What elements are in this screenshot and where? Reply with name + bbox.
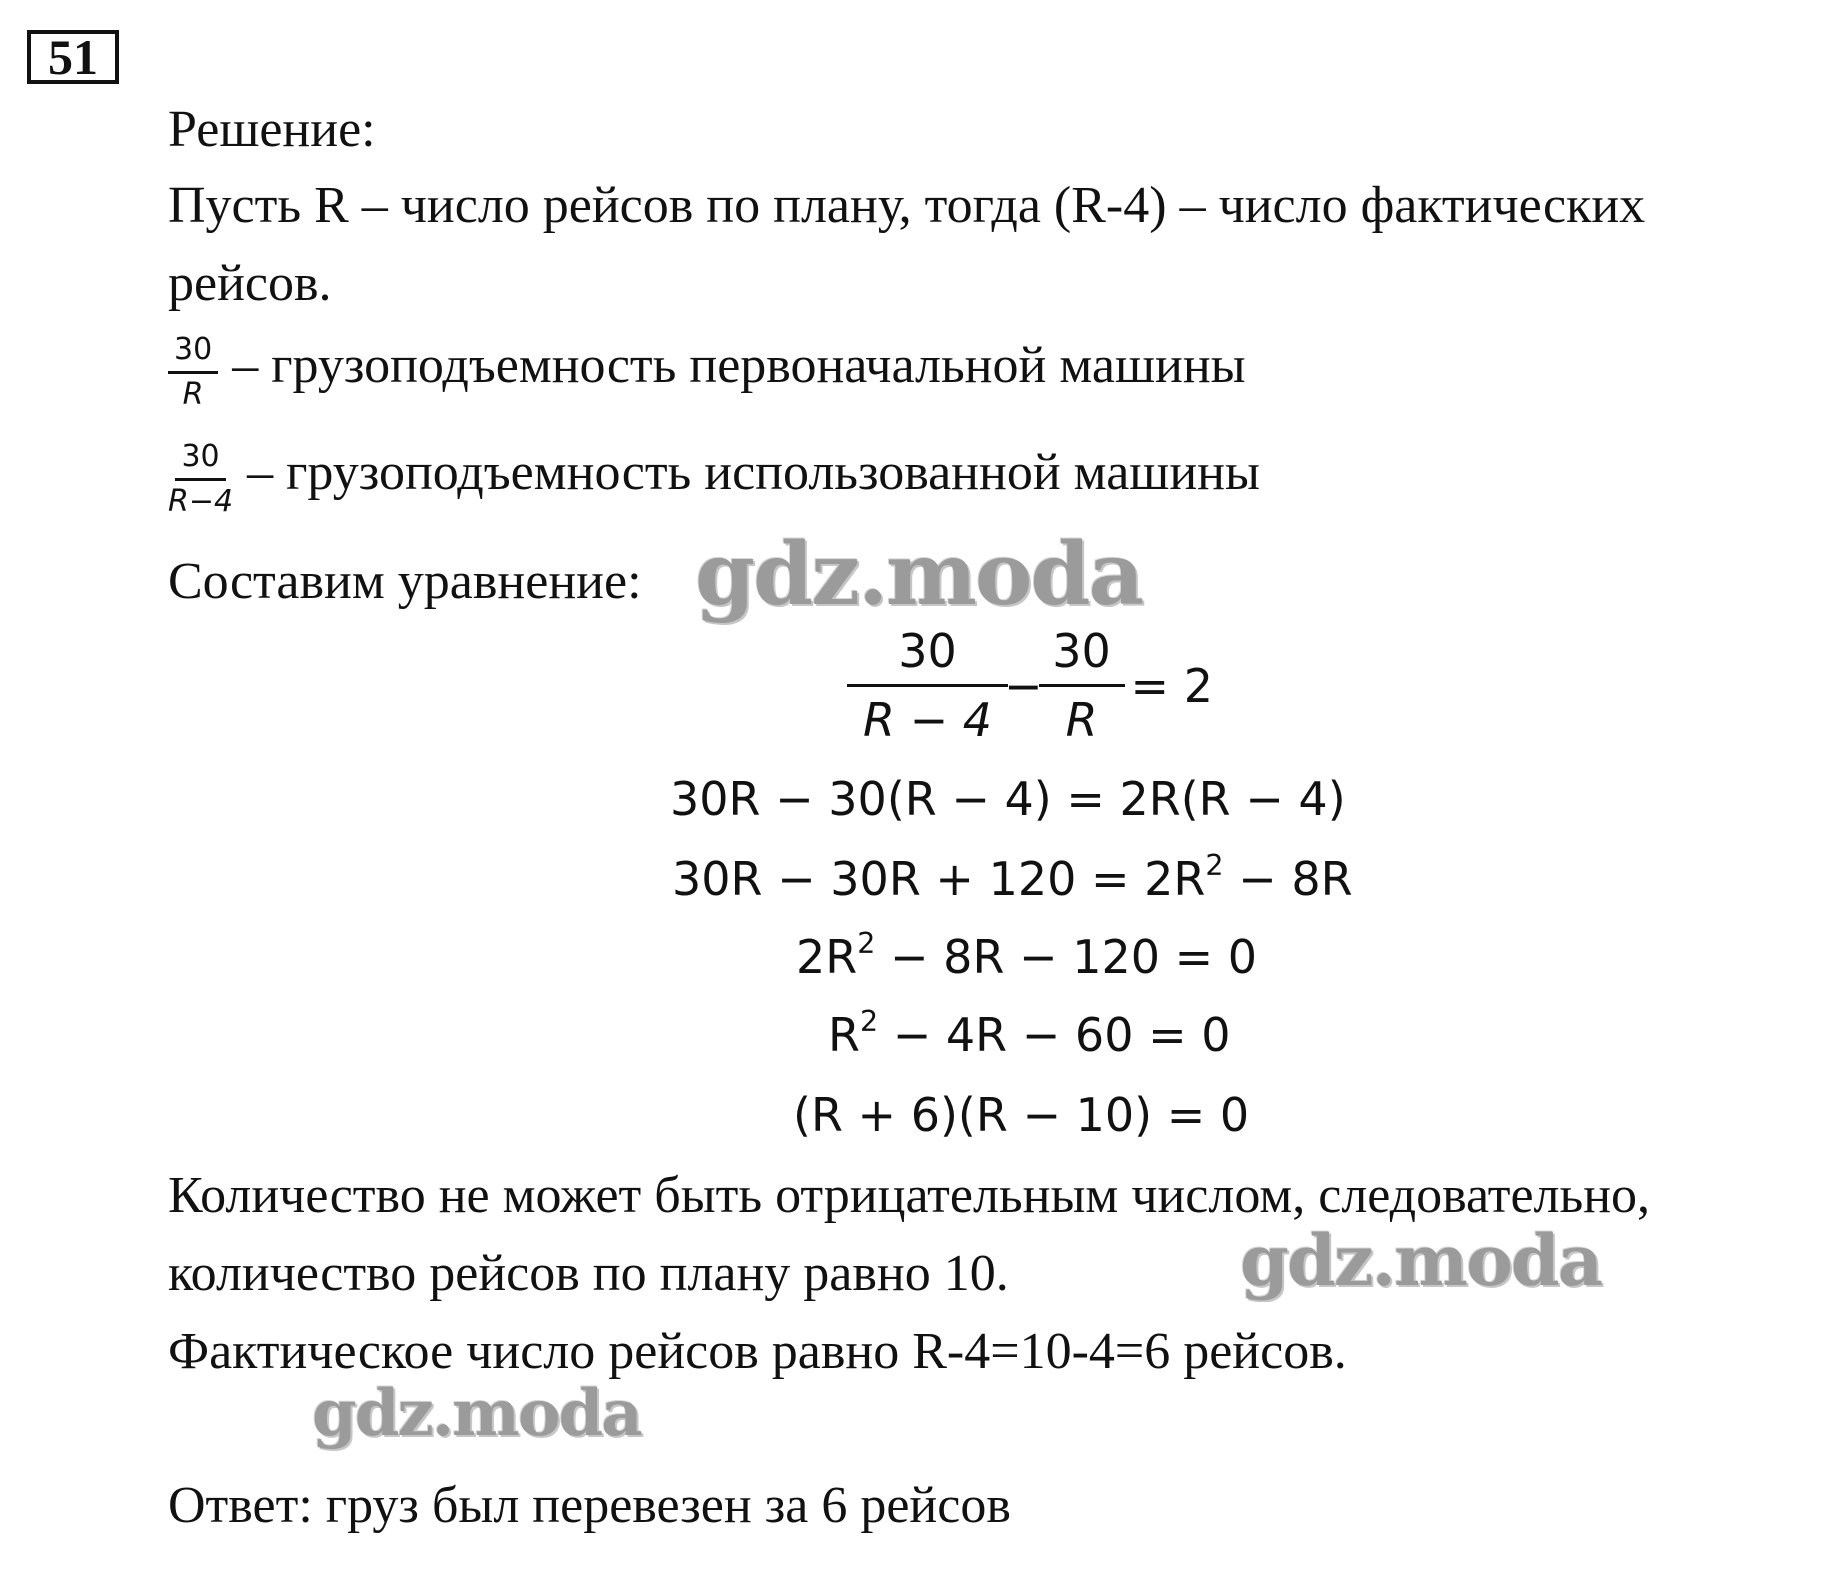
- intro-line-2: рейсов.: [168, 255, 332, 312]
- step-3-left: 2R: [796, 930, 858, 984]
- step-5: (R + 6)(R − 10) = 0: [793, 1088, 1250, 1142]
- fraction-numerator: 30: [1039, 628, 1125, 687]
- watermark-logo: gdz.moda: [312, 1376, 641, 1451]
- fraction-30-over-r-minus-4: [168, 439, 234, 519]
- conclusion-line-1: Количество не может быть отрицательным числом, следовательно,: [168, 1167, 1651, 1224]
- minus-sign: −: [1004, 658, 1043, 713]
- fraction-30-over-r: [168, 332, 218, 412]
- fraction-30-over-r-large: [1047, 624, 1117, 747]
- fraction-numerator: 30: [175, 442, 225, 481]
- problem-number: 51: [27, 30, 119, 84]
- step-2-left: 30R − 30R + 120 = 2R: [672, 852, 1206, 906]
- fraction-numerator: 30: [847, 628, 1008, 687]
- watermark-logo: gdz.moda: [1240, 1219, 1602, 1302]
- answer-line: Ответ: груз был перевезен за 6 рейсов: [168, 1477, 1011, 1534]
- step-3-exponent: 2: [857, 927, 876, 961]
- fraction-denominator: R−4: [168, 484, 234, 519]
- fraction-numerator: 30: [168, 335, 218, 374]
- fraction-denominator: R: [1065, 693, 1098, 747]
- fraction-30-over-r-minus-4-large: [855, 624, 1000, 747]
- step-3-right: − 8R − 120 = 0: [875, 930, 1258, 984]
- equation-rhs: = 2: [1130, 658, 1213, 713]
- step-3: [796, 927, 1258, 984]
- step-2-right: − 8R: [1223, 852, 1353, 906]
- fraction-denominator: R: [182, 377, 204, 412]
- step-1: 30R − 30(R − 4) = 2R(R − 4): [670, 772, 1346, 826]
- step-4-right: − 4R − 60 = 0: [878, 1008, 1231, 1062]
- actual-trips-line: Фактическое число рейсов равно R-4=10-4=6 рейсов.: [168, 1323, 1347, 1380]
- main-equation: [855, 624, 1213, 747]
- definition-1-text: – грузоподъемность первоначальной машины: [232, 336, 1246, 394]
- fraction-denominator: R − 4: [862, 693, 992, 747]
- watermark-logo: gdz.moda: [695, 524, 1143, 625]
- step-2-exponent: 2: [1205, 849, 1224, 883]
- definition-2-text: – грузоподъемность использованной машины: [247, 443, 1260, 501]
- definition-2: [168, 439, 1260, 519]
- step-4-exponent: 2: [859, 1005, 879, 1039]
- definition-1: [168, 332, 1246, 412]
- intro-line-1: Пусть R – число рейсов по плану, тогда (R-4) – число фактических: [168, 177, 1646, 234]
- step-2: [672, 849, 1353, 906]
- conclusion-line-2: количество рейсов по плану равно 10.: [168, 1245, 1009, 1302]
- compose-equation-label: Составим уравнение:: [168, 553, 642, 610]
- solution-heading: Решение:: [168, 101, 376, 158]
- step-4: [828, 1005, 1231, 1062]
- step-4-left: R: [828, 1008, 860, 1062]
